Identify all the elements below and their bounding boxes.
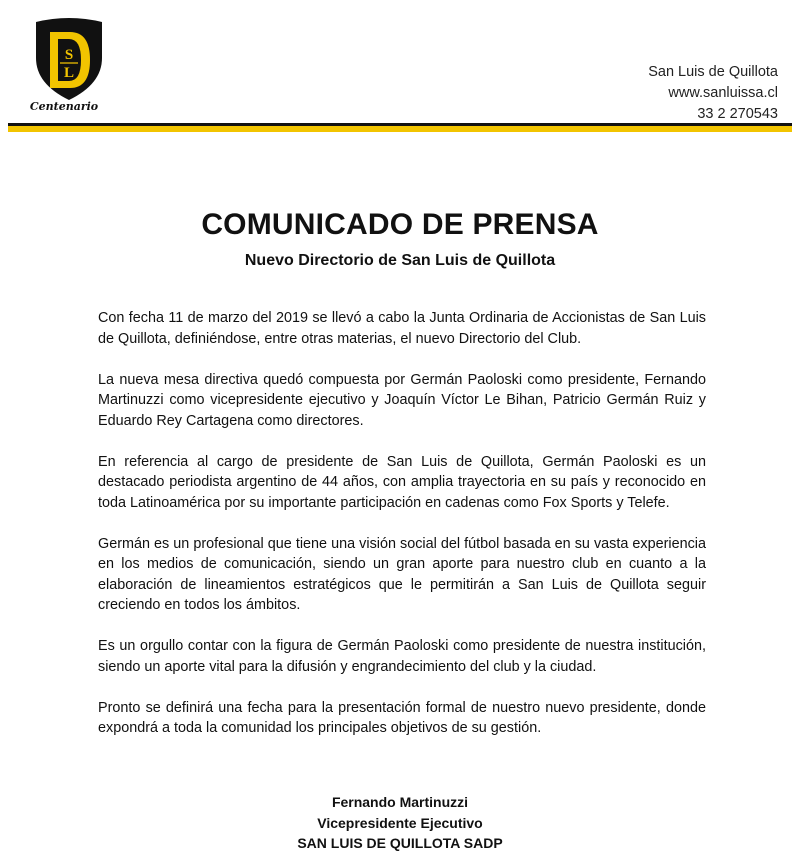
signature-block bbox=[0, 792, 800, 854]
paragraph: En referencia al cargo de presidente de San Luis de Quillota, Germán Paoloski es un destacado periodista argentino de 44 años, con amplia trayectoria en su país y reconocido en toda Latinoamérica por su importante participación en cadenas como Fox Sports y Telefe. bbox=[98, 453, 706, 511]
contact-block bbox=[648, 62, 778, 125]
contact-website: www.sanluissa.cl bbox=[668, 85, 778, 101]
contact-city: San Luis de Quillota bbox=[648, 64, 778, 80]
svg-text:L: L bbox=[63, 65, 75, 81]
svg-text:S: S bbox=[64, 47, 74, 63]
paragraph: Germán es un profesional que tiene una visión social del fútbol basada en su vasta experiencia en los medios de comunicación, siendo un gran aporte para nuestro club en cuanto a la elaboración de lineamientos estratégicos que le permitirán a San Luis de Quillota seguir creciendo en todos los ámbitos. bbox=[98, 535, 706, 613]
document-title: COMUNICADO DE PRENSA bbox=[201, 208, 599, 241]
paragraph: Es un orgullo contar con la figura de Germán Paoloski como presidente de nuestra institución, siendo un aporte vital para la difusión y engrandecimiento del club y la ciudad. bbox=[98, 638, 706, 675]
svg-text:Centenario: Centenario bbox=[29, 100, 99, 113]
paragraph: Con fecha 11 de marzo del 2019 se llevó a cabo la Junta Ordinaria de Accionistas de San Luis de Quillota, definiéndose, entre otras materias, el nuevo Directorio del Club. bbox=[98, 310, 706, 347]
document-body bbox=[98, 308, 706, 759]
paragraph: Pronto se definirá una fecha para la presentación formal de nuestro nuevo presidente, donde expondrá a toda la comunidad los principales objetivos de su gestión. bbox=[98, 699, 706, 736]
header-rule-yellow bbox=[8, 126, 792, 132]
signature-role: Vicepresidente Ejecutivo bbox=[317, 814, 483, 831]
signature-org: SAN LUIS DE QUILLOTA SADP bbox=[297, 835, 503, 851]
document-subtitle: Nuevo Directorio de San Luis de Quillota bbox=[244, 252, 556, 269]
club-crest-icon bbox=[28, 14, 110, 114]
paragraph: La nueva mesa directiva quedó compuesta por Germán Paoloski como presidente, Fernando Martinuzzi como vicepresidente ejecutivo y Joaquín Víctor Le Bihan, Patricio Germán Ruiz y Eduardo Rey Cartagena como directores. bbox=[98, 371, 706, 429]
contact-phone: 33 2 270543 bbox=[697, 106, 778, 122]
signature-name: Fernando Martinuzzi bbox=[331, 794, 469, 810]
